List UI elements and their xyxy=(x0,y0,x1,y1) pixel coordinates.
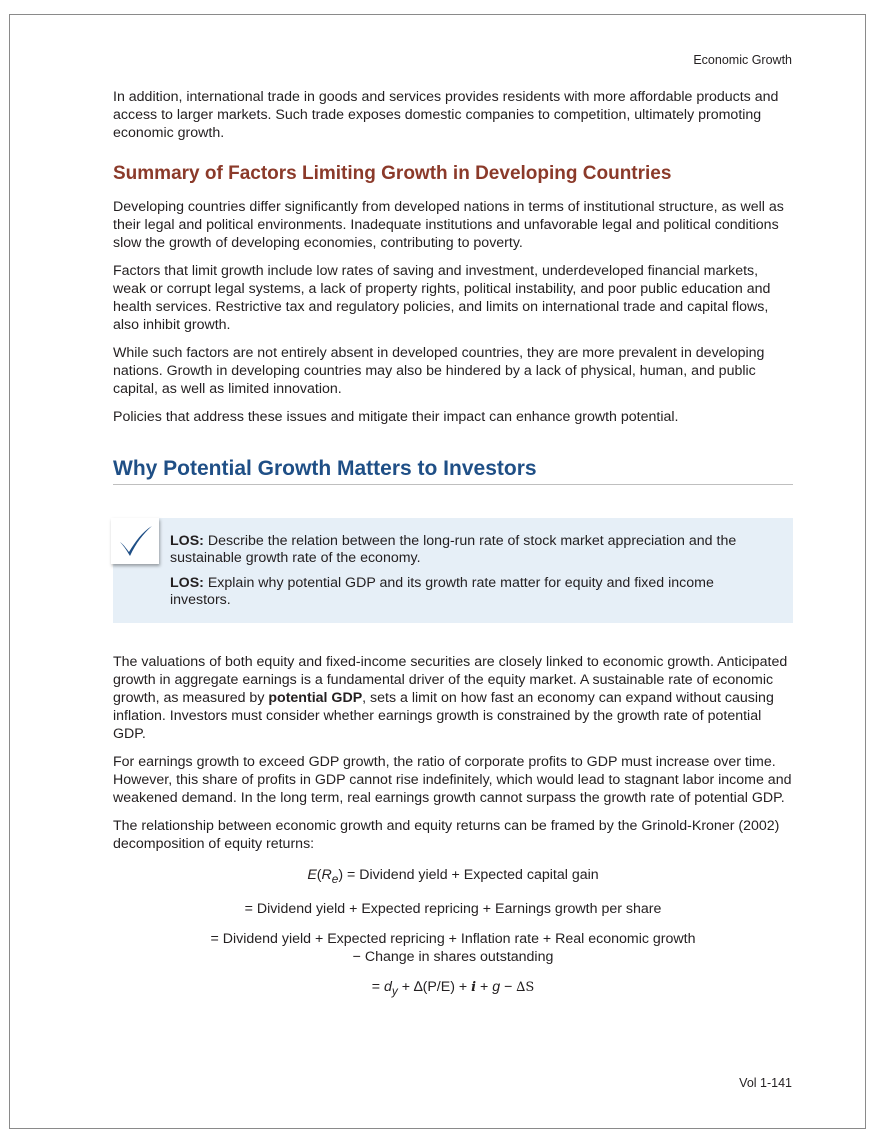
los-item-2 xyxy=(170,575,773,609)
page-content xyxy=(113,88,793,1000)
summary-paragraph-3: While such factors are not entirely absent in developed countries, they are more prevalent in developing nations. Growth in developing countries may also be hindered by a lack of physical, human, and public capital, as well as limited innovation. xyxy=(113,345,765,397)
summary-heading: Summary of Factors Limiting Growth in Developing Countries xyxy=(113,163,672,184)
investors-paragraph-2: For earnings growth to exceed GDP growth, the ratio of corporate profits to GDP must increase over time. However, this share of profits in GDP cannot rise indefinitely, which would lead to stagnant labor income and weakened demand. In the long term, real earnings growth cannot surpass the growth rate of potential GDP. xyxy=(113,754,792,806)
eq1-rhs: = Dividend yield + Expected capital gain xyxy=(343,867,599,883)
equation-line-4 xyxy=(113,978,793,1000)
eq4-plus: + xyxy=(476,978,493,995)
los-text: Explain why potential GDP and its growth rate matter for equity and fixed income investors. xyxy=(170,575,714,608)
eq3-line-b: − Change in shares outstanding xyxy=(352,948,554,965)
eq-symbol-r: R xyxy=(321,867,332,883)
potential-gdp-term: potential GDP xyxy=(268,690,363,706)
los-item-1 xyxy=(170,533,773,567)
checkmark-icon xyxy=(111,518,159,564)
investors-paragraph-1 xyxy=(113,653,793,743)
equation-line-3 xyxy=(113,930,793,966)
los-label: LOS: xyxy=(170,575,204,591)
eq4-subscript-y: y xyxy=(391,983,398,998)
eq4-mid: + ∆(P/E) + xyxy=(397,978,472,995)
summary-paragraph-1: Developing countries differ significantly from developed nations in terms of institutional structure, as well as their legal and political environments. Inadequate institutions and unfavorable legal and political conditions slow the growth of developing economies, contributing to poverty. xyxy=(113,199,784,251)
eq4-minus: − xyxy=(500,978,517,995)
page-number: Vol 1-141 xyxy=(739,1076,792,1090)
los-box xyxy=(113,518,793,623)
equation-line-1: $E(R_e)$ = Dividend yield + Expected capital gain xyxy=(307,867,599,886)
eq4-delta-s: ∆S xyxy=(516,979,535,995)
los-label: LOS: xyxy=(170,533,204,549)
equation-line-2: = Dividend yield + Expected repricing + Earnings growth per share xyxy=(244,900,662,917)
investors-paragraph-3: The relationship between economic growth and equity returns can be framed by the Grinold-Kroner (2002) decomposition of equity returns: xyxy=(113,818,780,852)
p1-text-end: , sets a limit on how fast an economy can expand without causing inflation. Investors must consider whether earnings growth is constrained by the growth rate of potential GDP. xyxy=(113,690,774,742)
p1-text-start: The valuations of both equity and fixed-income securities are closely linked to economic growth. Anticipated growth in aggregate earnings is a fundamental driver of the equity market. A sustainable rate of economic growth, as measured by xyxy=(113,654,788,706)
intro-paragraph: In addition, international trade in goods and services provides residents with more affordable products and access to larger markets. Such trade exposes domestic companies to competition, ultimately promoting economic growth. xyxy=(113,89,779,141)
summary-paragraph-4: Policies that address these issues and mitigate their impact can enhance growth potential. xyxy=(113,409,679,425)
section-heading-rule xyxy=(113,456,793,485)
running-header: Economic Growth xyxy=(693,53,792,67)
eq3-line-a: = Dividend yield + Expected repricing + Inflation rate + Real economic growth xyxy=(210,930,696,947)
eq4-symbol-d: d xyxy=(383,978,392,995)
eq4-symbol-i: i xyxy=(471,979,477,995)
investors-body xyxy=(113,653,793,1000)
los-text: Describe the relation between the long-run rate of stock market appreciation and the sustainable growth rate of the economy. xyxy=(170,533,737,566)
investors-heading: Why Potential Growth Matters to Investors xyxy=(113,457,537,480)
summary-paragraph-2: Factors that limit growth include low rates of saving and investment, underdeveloped financial markets, weak or corrupt legal systems, a lack of property rights, political instability, and poor public education and health services. Restrictive tax and regulatory policies, and limits on international trade and capital flows, also inhibit growth. xyxy=(113,263,771,333)
eq-symbol-e: E xyxy=(307,867,317,883)
eq4-symbol-g: g xyxy=(492,978,501,995)
eq-subscript-e: e xyxy=(331,871,339,886)
eq4-prefix: = xyxy=(371,978,384,995)
